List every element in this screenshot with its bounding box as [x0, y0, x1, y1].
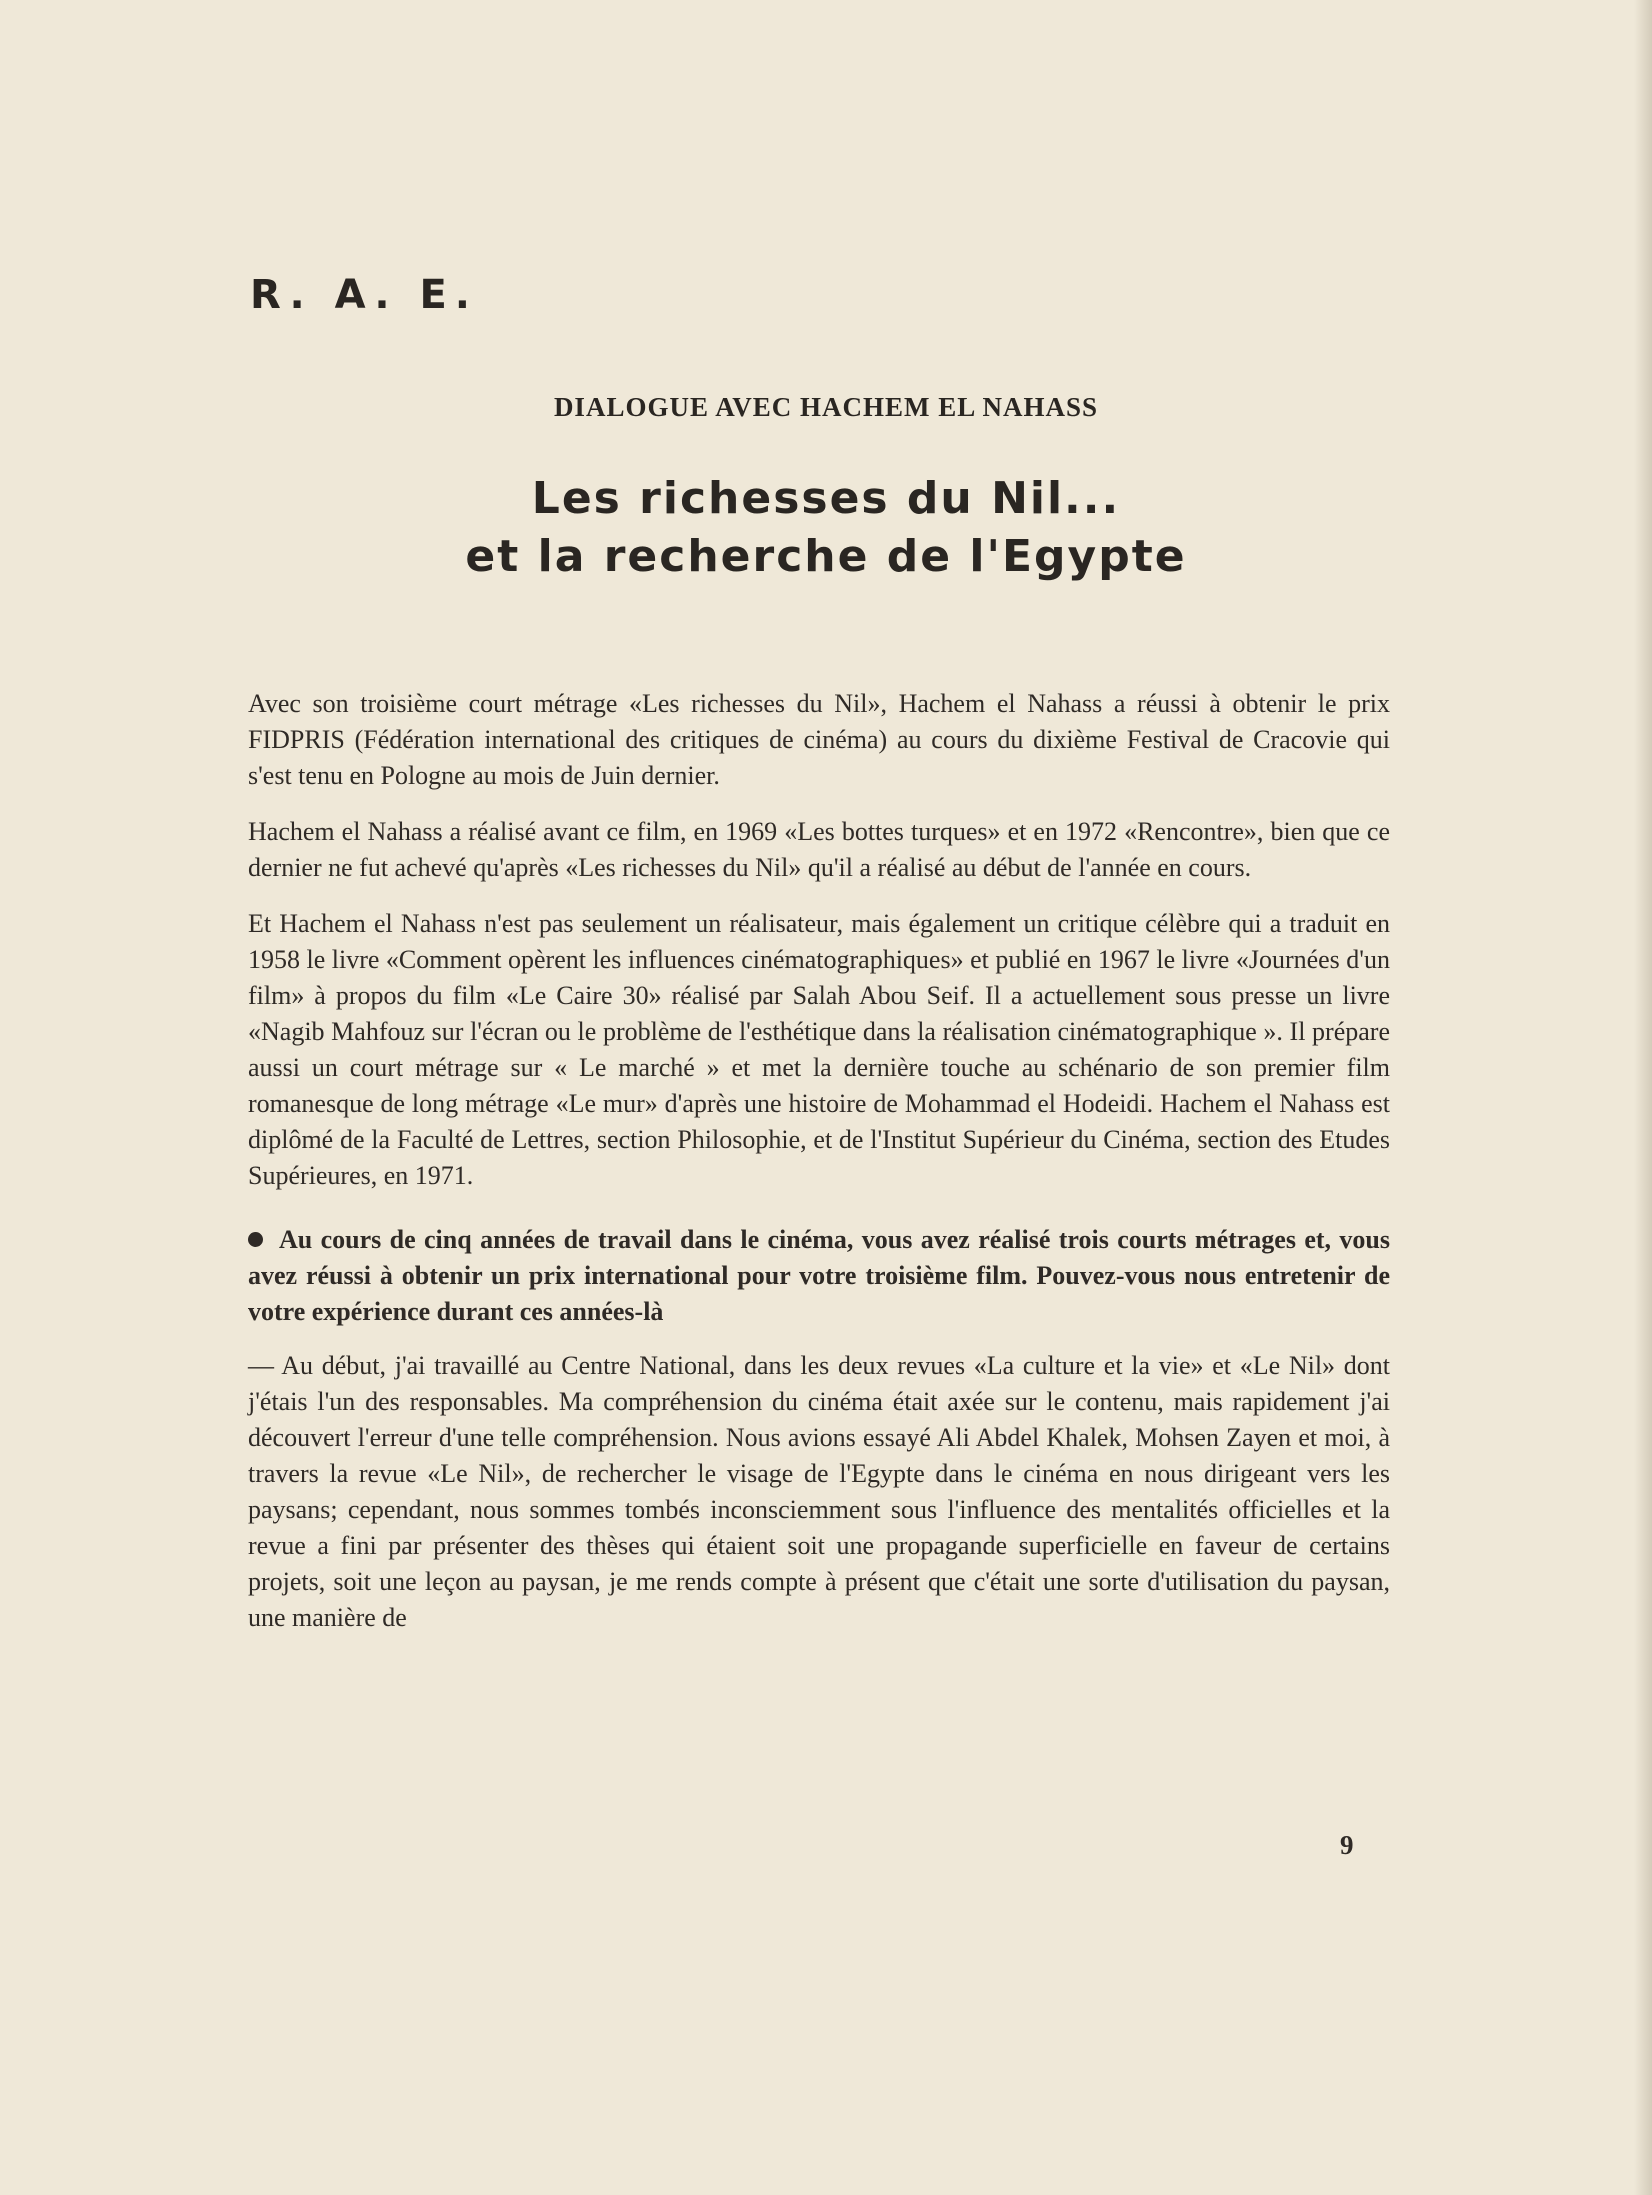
- section-label: R. A. E.: [250, 272, 479, 318]
- article-title: [0, 470, 1652, 586]
- article-body: [248, 686, 1390, 1656]
- article-title-line-2: et la recherche de l'Egypte: [465, 531, 1187, 582]
- interview-question-text: Au cours de cinq années de travail dans le cinéma, vous avez réalisé trois courts métrages et, vous avez réussi à obtenir un prix international pour votre troisième film. Pouvez-vous nous entretenir de votre expérience durant ces années-là: [248, 1225, 1390, 1326]
- interview-question: [248, 1222, 1390, 1330]
- bullet-icon: [248, 1232, 263, 1247]
- intro-paragraph-2: Hachem el Nahass a réalisé avant ce film, en 1969 «Les bottes turques» et en 1972 «Rencontre», bien que ce dernier ne fut achevé qu'après «Les richesses du Nil» qu'il a réalisé au début de l'année en cours.: [248, 817, 1390, 882]
- intro-paragraph-1: Avec son troisième court métrage «Les richesses du Nil», Hachem el Nahass a réussi à obtenir le prix FIDPRIS (Fédération international des critiques de cinéma) au cours du dixième Festival de Cracovie qui s'est tenu en Pologne au mois de Juin dernier.: [248, 689, 1390, 790]
- page-number: 9: [1340, 1830, 1354, 1860]
- intro-paragraph-3: Et Hachem el Nahass n'est pas seulement un réalisateur, mais également un critique célèbre qui a traduit en 1958 le livre «Comment opèrent les influences cinématographiques» et publié en 1967 le livre «Journées d'un film» à propos du film «Le Caire 30» réalisé par Salah Abou Seif. Il a actuellement sous presse un livre «Nagib Mahfouz sur l'écran ou le problème de l'esthétique dans la réalisation cinématographique ». Il prépare aussi un court métrage sur « Le marché » et met la dernière touche au schénario de son premier film romanesque de long métrage «Le mur» d'après une histoire de Mohammad el Hodeidi. Hachem el Nahass est diplômé de la Faculté de Lettres, section Philosophie, et de l'Institut Supérieur du Cinéma, section des Etudes Supérieures, en 1971.: [248, 909, 1390, 1190]
- interview-answer: — Au début, j'ai travaillé au Centre National, dans les deux revues «La culture et la vie» et «Le Nil» dont j'étais l'un des responsables. Ma compréhension du cinéma était axée sur le contenu, mais rapidement j'ai découvert l'erreur d'une telle compréhension. Nous avions essayé Ali Abdel Khalek, Mohsen Zayen et moi, à travers la revue «Le Nil», de rechercher le visage de l'Egypte dans le cinéma en nous dirigeant vers les paysans; cependant, nous sommes tombés inconsciemment sous l'influence des mentalités officielles et la revue a fini par présenter des thèses qui étaient soit une propagande superficielle en faveur de certains projets, soit une leçon au paysan, je me rends compte à présent que c'était une sorte d'utilisation du paysan, une manière de: [248, 1351, 1390, 1632]
- article-title-line-1: Les richesses du Nil...: [531, 473, 1121, 524]
- article-kicker: DIALOGUE AVEC HACHEM EL NAHASS: [553, 392, 1099, 422]
